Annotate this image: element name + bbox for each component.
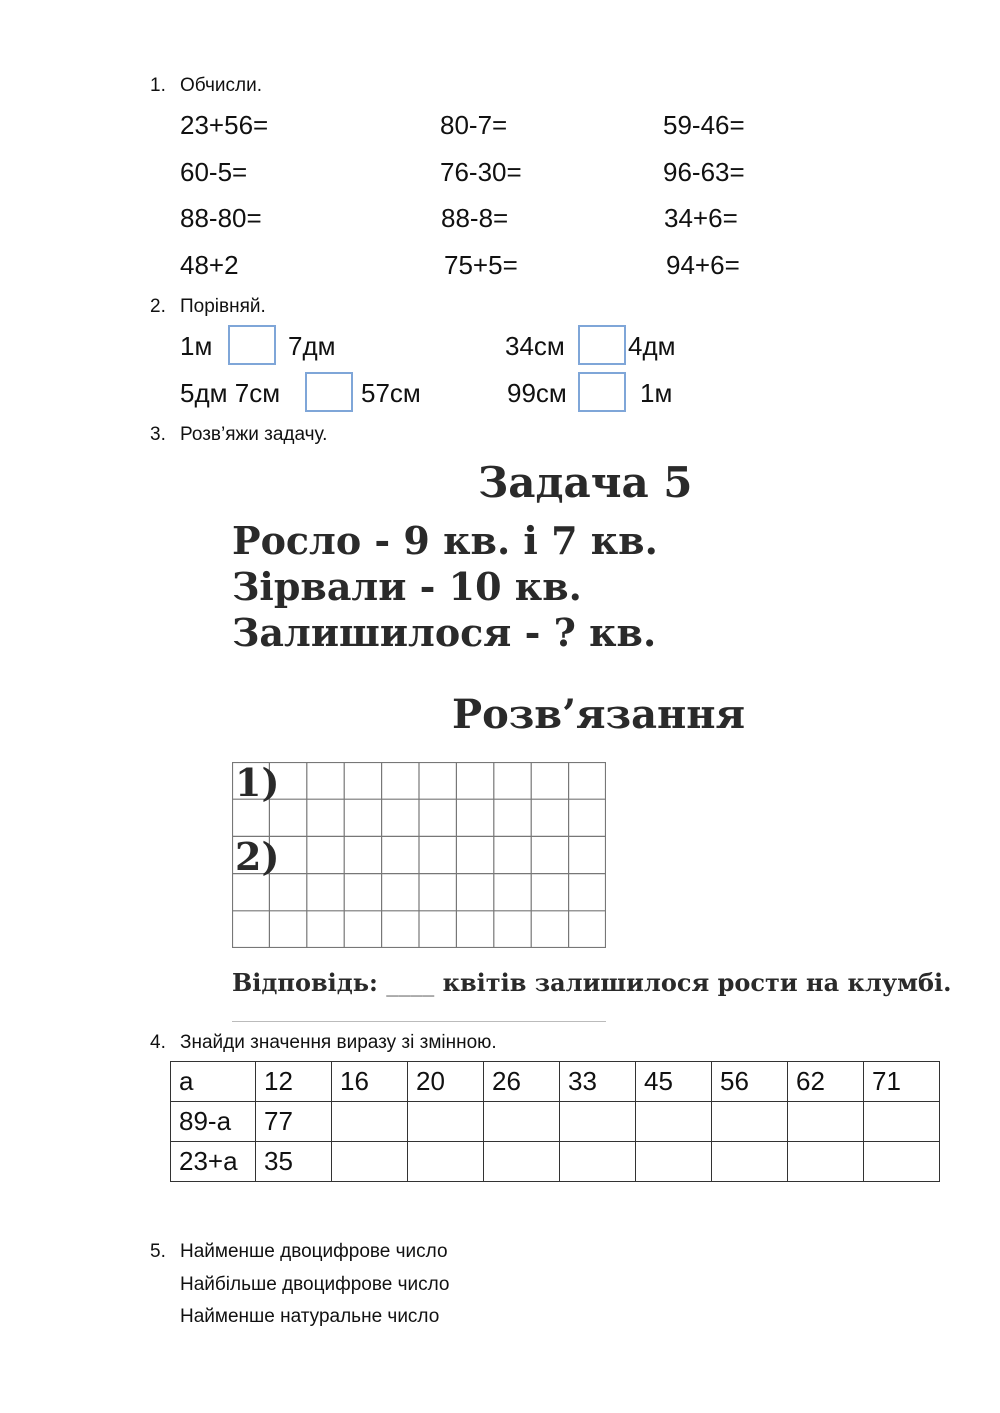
- solution-title: Розв’язання: [452, 691, 746, 738]
- compare-left: 34см: [505, 331, 565, 361]
- q2-number: 2.: [150, 296, 166, 317]
- table-cell-input[interactable]: [636, 1102, 712, 1142]
- table-cell-input[interactable]: [712, 1102, 788, 1142]
- compare-left: 5дм 7см: [180, 378, 281, 408]
- q1-expr: 88-8=: [441, 203, 509, 233]
- table-cell-input[interactable]: [788, 1102, 864, 1142]
- q1-expr: 48+2: [180, 250, 239, 280]
- table-row: [171, 1142, 940, 1182]
- answer-label: Відповідь:: [232, 968, 378, 997]
- task-line: Росло - 9 кв. і 7 кв.: [232, 518, 658, 563]
- table-cell: 89-a: [171, 1102, 256, 1142]
- table-cell: 12: [256, 1062, 332, 1102]
- compare-right: 1м: [640, 378, 673, 408]
- q3-title: Розв’яжи задачу.: [180, 424, 328, 445]
- table-cell-input[interactable]: [788, 1142, 864, 1182]
- table-cell-input[interactable]: [864, 1142, 940, 1182]
- q1-number: 1.: [150, 75, 166, 96]
- q2-title: Порівняй.: [180, 296, 266, 317]
- answer-line: [232, 968, 951, 997]
- q3-number: 3.: [150, 424, 166, 445]
- table-cell-input[interactable]: [636, 1142, 712, 1182]
- table-cell: 16: [332, 1062, 408, 1102]
- values-table: [170, 1061, 940, 1182]
- table-cell: 56: [712, 1062, 788, 1102]
- step-1-label: 1): [235, 760, 280, 805]
- table-cell: 77: [256, 1102, 332, 1142]
- q4-number: 4.: [150, 1032, 166, 1053]
- table-cell: 20: [408, 1062, 484, 1102]
- compare-box[interactable]: [228, 325, 276, 365]
- table-cell-input[interactable]: [332, 1102, 408, 1142]
- table-cell-input[interactable]: [408, 1102, 484, 1142]
- table-cell-input[interactable]: [484, 1102, 560, 1142]
- task-line: Зірвали - 10 кв.: [232, 564, 582, 609]
- table-cell-input[interactable]: [864, 1102, 940, 1142]
- task-title: Задача 5: [478, 458, 693, 507]
- table-cell: 62: [788, 1062, 864, 1102]
- q1-title: Обчисли.: [180, 75, 263, 96]
- q1-expr: 34+6=: [664, 203, 738, 233]
- answer-text: квітів залишилося рости на клумбі.: [442, 968, 952, 997]
- task-line: Залишилося - ? кв.: [232, 610, 657, 655]
- table-cell-input[interactable]: [712, 1142, 788, 1182]
- table-cell-input[interactable]: [484, 1142, 560, 1182]
- compare-left: 1м: [180, 331, 213, 361]
- grid-lines: [232, 762, 606, 948]
- q4-title: Знайди значення виразу зі змінною.: [180, 1032, 497, 1053]
- table-cell-input[interactable]: [560, 1142, 636, 1182]
- solution-grid[interactable]: [232, 762, 606, 948]
- q1-expr: 96-63=: [663, 157, 745, 187]
- compare-box[interactable]: [305, 372, 353, 412]
- table-cell-input[interactable]: [408, 1142, 484, 1182]
- step-2-label: 2): [235, 834, 280, 879]
- compare-box[interactable]: [578, 325, 626, 365]
- divider: [232, 1021, 606, 1022]
- table-cell: 26: [484, 1062, 560, 1102]
- compare-left: 99см: [507, 378, 567, 408]
- table-cell: 71: [864, 1062, 940, 1102]
- table-row: [171, 1062, 940, 1102]
- q1-expr: 59-46=: [663, 110, 745, 140]
- table-row: [171, 1102, 940, 1142]
- table-cell: 23+a: [171, 1142, 256, 1182]
- compare-right: 57см: [361, 378, 421, 408]
- answer-blank[interactable]: ____: [386, 969, 435, 997]
- table-cell-input[interactable]: [332, 1142, 408, 1182]
- compare-right: 7дм: [288, 331, 336, 361]
- q1-expr: 88-80=: [180, 203, 262, 233]
- q1-expr: 75+5=: [444, 250, 518, 280]
- compare-box[interactable]: [578, 372, 626, 412]
- table-cell-input[interactable]: [560, 1102, 636, 1142]
- compare-right: 4дм: [628, 331, 676, 361]
- q5-line: Найменше натуральне число: [180, 1306, 440, 1327]
- q1-expr: 76-30=: [440, 157, 522, 187]
- q1-expr: 94+6=: [666, 250, 740, 280]
- table-cell: 45: [636, 1062, 712, 1102]
- q1-expr: 60-5=: [180, 157, 248, 187]
- q1-expr: 80-7=: [440, 110, 508, 140]
- q5-line: Найбільше двоцифрове число: [180, 1274, 450, 1295]
- table-cell: 35: [256, 1142, 332, 1182]
- q5-number: 5.: [150, 1241, 166, 1262]
- q1-expr: 23+56=: [180, 110, 269, 140]
- q5-line: Найменше двоцифрове число: [180, 1241, 448, 1262]
- table-cell: 33: [560, 1062, 636, 1102]
- table-cell: a: [171, 1062, 256, 1102]
